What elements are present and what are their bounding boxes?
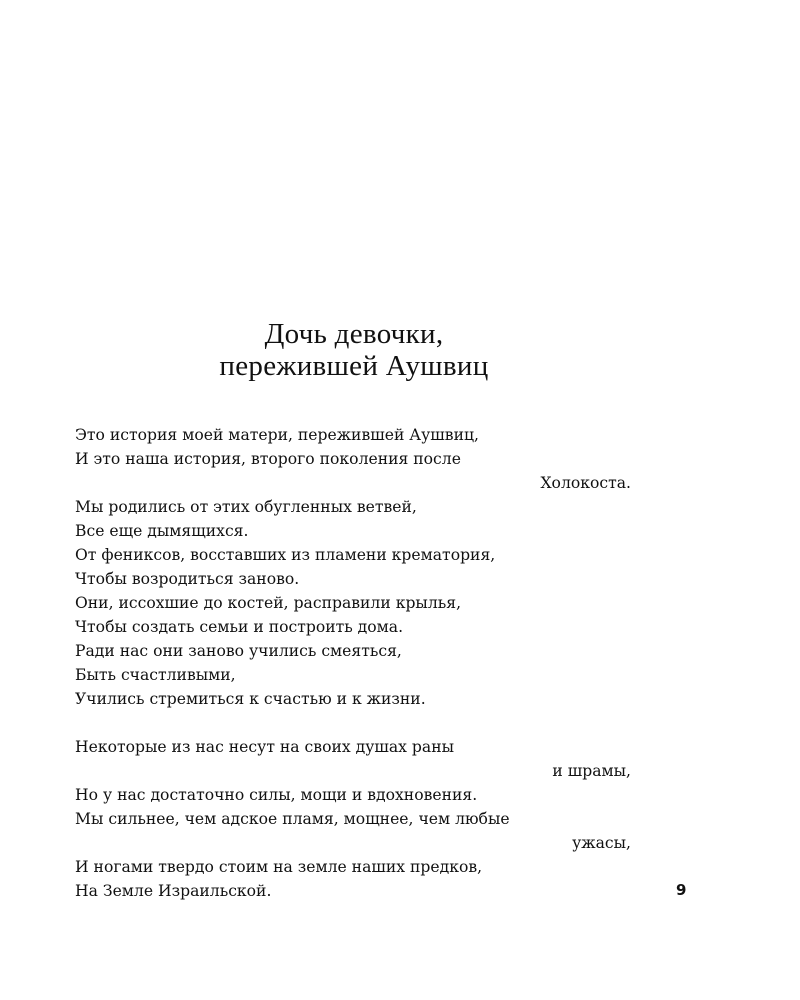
- poem-line: Некоторые из нас несут на своих душах раны: [75, 738, 455, 756]
- poem-title-line-2: пережившей Аушвиц: [219, 350, 489, 382]
- poem-line: Это история моей матери, пережившей Аушвиц,: [75, 426, 479, 444]
- poem-line: Мы родились от этих обугленных ветвей,: [75, 498, 417, 516]
- page-number: 9: [676, 881, 687, 899]
- poem-line: Учились стремиться к счастью и к жизни.: [75, 690, 426, 708]
- poem-line: Они, иссохшие до костей, расправили крылья,: [75, 594, 462, 612]
- poem-line: Чтобы создать семьи и построить дома.: [75, 618, 404, 636]
- poem-line: Ради нас они заново учились смеяться,: [75, 642, 402, 660]
- stanza-2: [75, 735, 631, 903]
- poem-line: От фениксов, восставших из пламени крематория,: [75, 546, 496, 564]
- poem-line-continuation: ужасы,: [572, 834, 631, 852]
- stanza-1: [75, 423, 631, 711]
- poem-line: Мы сильнее, чем адское пламя, мощнее, чем любые: [75, 810, 510, 828]
- poem-body: [75, 423, 631, 903]
- poem-line-continuation: Холокоста.: [540, 474, 631, 492]
- poem-line: И это наша история, второго поколения после: [75, 450, 461, 468]
- poem-line: Но у нас достаточно силы, мощи и вдохновения.: [75, 786, 478, 804]
- poem-title: [0, 318, 708, 382]
- poem-line: Все еще дымящихся.: [75, 522, 249, 540]
- poem-line: И ногами твердо стоим на земле наших предков,: [75, 858, 483, 876]
- poem-line-continuation: и шрамы,: [552, 762, 631, 780]
- poem-line: Быть счастливыми,: [75, 666, 236, 684]
- poem-line: Чтобы возродиться заново.: [75, 570, 300, 588]
- poem-line: На Земле Израильской.: [75, 882, 272, 900]
- poem-title-line-1: Дочь девочки,: [264, 318, 444, 350]
